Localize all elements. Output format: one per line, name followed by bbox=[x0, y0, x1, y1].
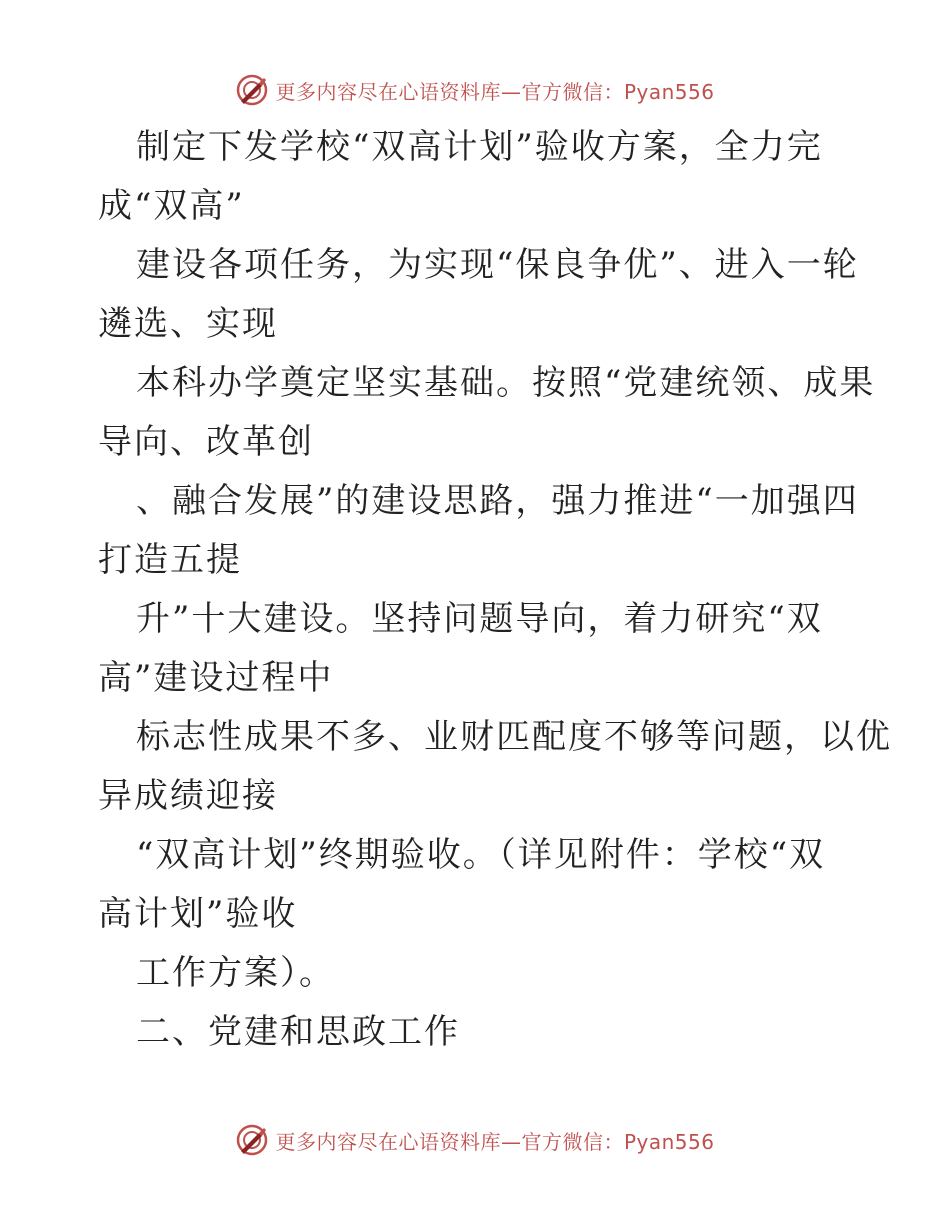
paragraph-line: 本科办学奠定坚实基础。按照“党建统领、成果 bbox=[136, 363, 876, 403]
header-watermark bbox=[0, 70, 950, 110]
paragraph-line: 制定下发学校“双高计划”验收方案，全力完 bbox=[136, 127, 823, 167]
paragraph-line: “双高计划”终期验收。（详见附件：学校“双 bbox=[136, 835, 826, 875]
paragraph-wrap-line: 高”建设过程中 bbox=[98, 658, 334, 698]
paragraph-line: 标志性成果不多、业财匹配度不够等问题，以优 bbox=[136, 717, 892, 757]
section-heading-text: 二、党建和思政工作 bbox=[136, 1012, 460, 1052]
paragraph bbox=[98, 472, 858, 590]
paragraph bbox=[98, 826, 858, 944]
paragraph bbox=[98, 236, 858, 354]
paragraph-wrap-line: 遴选、实现 bbox=[98, 304, 278, 344]
paragraph-wrap-line: 成“双高” bbox=[98, 186, 245, 226]
paragraph-line: 升”十大建设。坚持问题导向，着力研究“双 bbox=[136, 599, 823, 639]
paragraph bbox=[98, 590, 858, 708]
paragraph-wrap-line: 高计划”验收 bbox=[98, 894, 298, 934]
paragraph-wrap-line: 导向、改革创 bbox=[98, 422, 314, 462]
pen-logo-icon bbox=[235, 1123, 269, 1157]
paragraph bbox=[98, 708, 892, 826]
paragraph bbox=[98, 354, 876, 472]
paragraph-wrap-line: 打造五提 bbox=[98, 540, 242, 580]
footer-watermark bbox=[0, 1120, 950, 1160]
paragraph-line: 工作方案）。 bbox=[136, 953, 335, 993]
document-body bbox=[98, 118, 892, 1062]
watermark-text: 更多内容尽在心语资料库—官方微信：Pyan556 bbox=[275, 1129, 715, 1154]
section-heading bbox=[98, 1003, 858, 1062]
paragraph-line: 、融合发展”的建设思路，强力推进“一加强四 bbox=[136, 481, 859, 521]
pen-logo-icon bbox=[235, 73, 269, 107]
paragraph bbox=[98, 944, 858, 1003]
watermark-text: 更多内容尽在心语资料库—官方微信：Pyan556 bbox=[275, 79, 715, 104]
paragraph-wrap-line: 异成绩迎接 bbox=[98, 776, 278, 816]
paragraph bbox=[98, 118, 858, 236]
paragraph-line: 建设各项任务，为实现“保良争优”、进入一轮 bbox=[136, 245, 859, 285]
